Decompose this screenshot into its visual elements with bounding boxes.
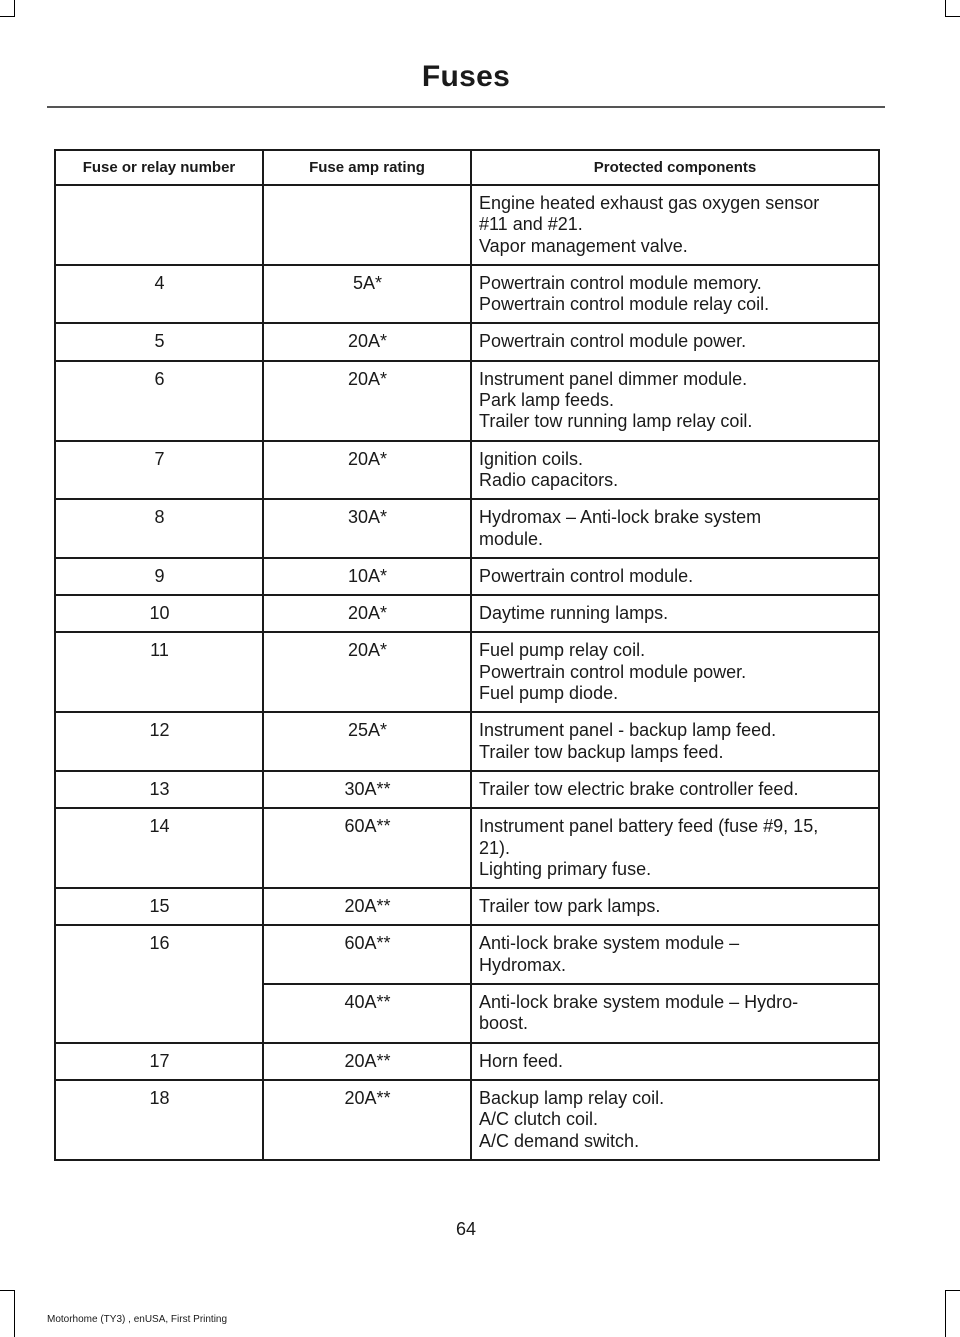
amp-rating-cell: 40A** (263, 984, 471, 1043)
fuse-number-cell: 18 (55, 1080, 263, 1160)
component-line: Powertrain control module relay coil. (479, 294, 770, 315)
protected-components-cell (471, 888, 879, 925)
header-amp-rating: Fuse amp rating (263, 150, 471, 185)
table-header-row (55, 150, 879, 185)
title-rule (47, 106, 885, 108)
amp-rating-cell: 5A* (263, 265, 471, 324)
amp-rating-cell: 30A* (263, 499, 471, 558)
amp-rating-cell: 20A* (263, 441, 471, 500)
component-line: Daytime running lamps. (479, 603, 669, 624)
component-line: Trailer tow backup lamps feed. (479, 741, 724, 762)
table-row (55, 1043, 879, 1080)
crop-mark-top-right (945, 0, 946, 16)
component-line: Anti-lock brake system module – Hydro- (479, 992, 799, 1013)
protected-components-cell (471, 441, 879, 500)
component-line: Anti-lock brake system module – (479, 933, 740, 954)
protected-components-cell (471, 323, 879, 360)
protected-components-cell (471, 595, 879, 632)
crop-mark-bottom-left-horizontal (0, 1290, 15, 1291)
protected-components-cell (471, 771, 879, 808)
amp-rating-cell: 20A* (263, 595, 471, 632)
amp-rating-cell: 20A* (263, 632, 471, 712)
crop-mark-bottom-left (14, 1290, 15, 1337)
fuse-number-cell: 10 (55, 595, 263, 632)
fuse-number-cell: 16 (55, 925, 263, 1042)
protected-components-cell (471, 1080, 879, 1160)
fuse-number-cell: 13 (55, 771, 263, 808)
table-row (55, 925, 879, 984)
fuse-number-cell: 14 (55, 808, 263, 888)
component-line: Park lamp feeds. (479, 390, 615, 411)
protected-components-cell (471, 185, 879, 265)
component-line: Trailer tow electric brake controller feed. (479, 778, 799, 799)
component-line: Engine heated exhaust gas oxygen sensor (479, 193, 820, 213)
table-row (55, 712, 879, 771)
table-row (55, 632, 879, 712)
protected-components-cell (471, 984, 879, 1043)
component-line: module. (479, 528, 544, 549)
fuse-number-cell: 6 (55, 361, 263, 441)
table-row (55, 265, 879, 324)
amp-rating-cell: 60A** (263, 808, 471, 888)
crop-mark-top-left (14, 0, 15, 16)
header-protected-components: Protected components (471, 150, 879, 185)
fuse-number-cell: 17 (55, 1043, 263, 1080)
fuse-number-cell: 11 (55, 632, 263, 712)
component-line: 21). (479, 837, 511, 858)
amp-rating-cell (263, 185, 471, 265)
table-row (55, 361, 879, 441)
amp-rating-cell: 25A* (263, 712, 471, 771)
component-line: A/C demand switch. (479, 1130, 640, 1151)
protected-components-cell (471, 558, 879, 595)
protected-components-cell (471, 361, 879, 441)
fuse-number-cell (55, 185, 263, 265)
table-row (55, 558, 879, 595)
table-body (55, 185, 879, 1160)
table-row (55, 1080, 879, 1160)
page-number: 64 (455, 1219, 477, 1239)
crop-mark-top-right-horizontal (945, 16, 960, 17)
fuse-number-cell: 15 (55, 888, 263, 925)
fuse-number-cell: 5 (55, 323, 263, 360)
component-line: Horn feed. (479, 1050, 564, 1071)
table-row (55, 808, 879, 888)
protected-components-cell (471, 632, 879, 712)
protected-components-cell (471, 712, 879, 771)
component-line: Powertrain control module memory. (479, 272, 762, 293)
fuse-number-cell: 9 (55, 558, 263, 595)
component-line: Powertrain control module. (479, 565, 694, 586)
crop-mark-top-left-horizontal (0, 16, 15, 17)
component-line: Powertrain control module power. (479, 661, 747, 682)
component-line: Vapor management valve. (479, 235, 688, 256)
protected-components-cell (471, 499, 879, 558)
amp-rating-cell: 10A* (263, 558, 471, 595)
component-line: Instrument panel dimmer module. (479, 368, 748, 389)
crop-mark-bottom-right (945, 1290, 946, 1337)
component-line: #11 and #21. (479, 214, 583, 235)
component-line: Hydromax. (479, 954, 567, 975)
fuse-number-cell: 7 (55, 441, 263, 500)
table-row (55, 888, 879, 925)
component-line: A/C clutch coil. (479, 1109, 599, 1130)
component-line: Fuel pump diode. (479, 683, 619, 704)
component-line: Ignition coils. (479, 448, 584, 469)
crop-mark-bottom-right-horizontal (945, 1290, 960, 1291)
amp-rating-cell: 20A** (263, 888, 471, 925)
fuse-table (54, 149, 880, 1161)
fuse-number-cell: 4 (55, 265, 263, 324)
amp-rating-cell: 20A** (263, 1043, 471, 1080)
component-line: Fuel pump relay coil. (479, 640, 646, 661)
component-line: Powertrain control module power. (479, 331, 747, 352)
component-line: Lighting primary fuse. (479, 858, 652, 879)
fuse-number-cell: 8 (55, 499, 263, 558)
header-fuse-number: Fuse or relay number (55, 150, 263, 185)
amp-rating-cell: 60A** (263, 925, 471, 984)
table-row (55, 441, 879, 500)
component-line: Radio capacitors. (479, 469, 619, 490)
page-title: Fuses (421, 60, 511, 93)
table-row (55, 323, 879, 360)
table-row (55, 771, 879, 808)
protected-components-cell (471, 1043, 879, 1080)
component-line: Instrument panel battery feed (fuse #9, 15, (479, 816, 819, 837)
protected-components-cell (471, 265, 879, 324)
amp-rating-cell: 20A** (263, 1080, 471, 1160)
component-line: Trailer tow park lamps. (479, 896, 661, 917)
table-row (55, 185, 879, 265)
component-line: Instrument panel - backup lamp feed. (479, 720, 777, 741)
protected-components-cell (471, 925, 879, 984)
component-line: Trailer tow running lamp relay coil. (479, 411, 753, 432)
table-row (55, 499, 879, 558)
table-row (55, 595, 879, 632)
footer-text: Motorhome (TY3) , enUSA, First Printing (47, 1314, 228, 1325)
component-line: Hydromax – Anti-lock brake system (479, 507, 762, 528)
amp-rating-cell: 20A* (263, 323, 471, 360)
fuse-number-cell: 12 (55, 712, 263, 771)
amp-rating-cell: 20A* (263, 361, 471, 441)
amp-rating-cell: 30A** (263, 771, 471, 808)
component-line: Backup lamp relay coil. (479, 1087, 665, 1108)
protected-components-cell (471, 808, 879, 888)
component-line: boost. (479, 1013, 529, 1034)
